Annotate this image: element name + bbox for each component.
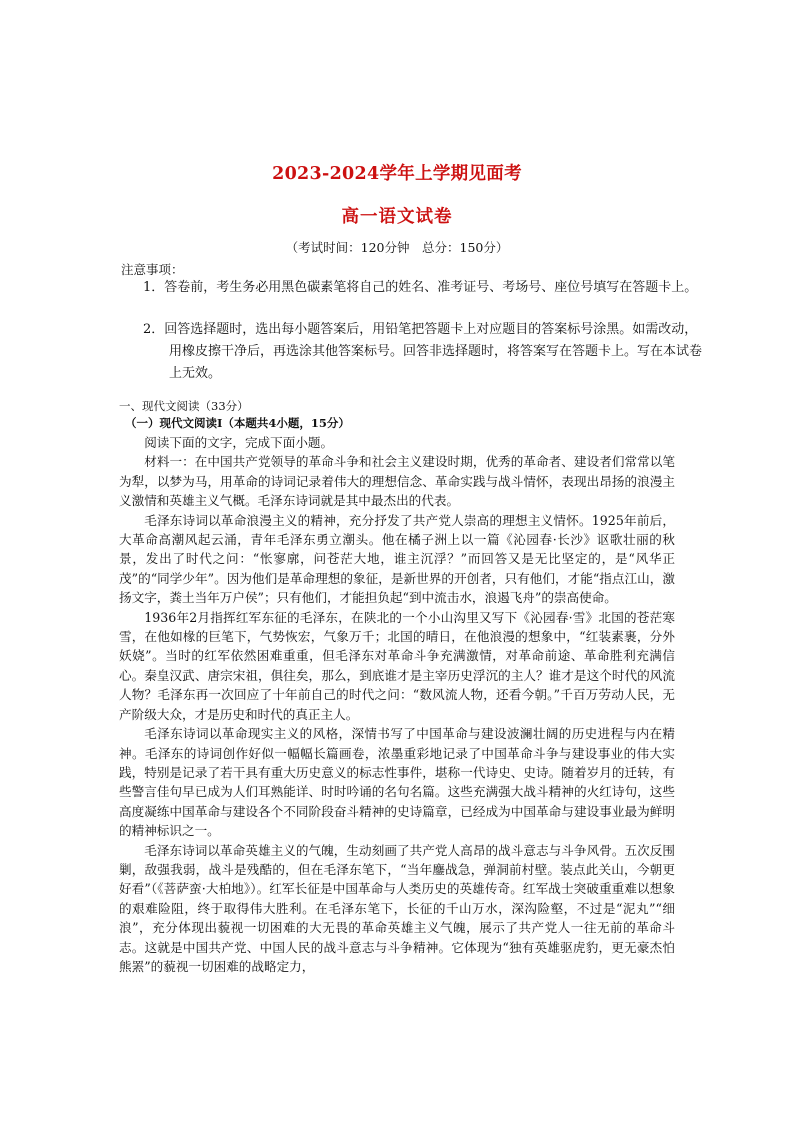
exam-subtitle: 高一语文试卷 [341, 207, 453, 227]
passage-paragraph: 毛泽东诗词以革命现实主义的风格，深情书写了中国革命与建设波澜壮阔的历史进程与内在精神。毛泽东的诗词创作好似一幅幅长篇画卷，浓墨重彩地记录了中国革命斗争与建设事业的伟大实践，特别是记录了若干具有重大历史意义的标志性事件，堪称一代诗史、史诗。随着岁月的迁转，有些警言佳句早已成为人们耳熟能详、时时吟诵的名句名篇。这些充满强大战斗精神的火红诗句，这些高度凝练中国革命与建设各个不同阶段奋斗精神的史诗篇章，已经成为中国革命与建设事业最为鲜明的精神标识之一。 [119, 726, 675, 839]
notice-item-2: 2．回答选择题时，选出每小题答案后，用铅笔把答题卡上对应题目的答案标号涂黑。如需改动，用橡皮擦干净后，再选涂其他答案标号。回答非选择题时，将答案写在答题卡上。写在本试卷上无效。 [143, 322, 703, 381]
notice-heading: 注意事项： [121, 262, 184, 277]
passage-instruction: 阅读下面的文字，完成下面小题。 [144, 435, 334, 450]
passage-paragraph: 毛泽东诗词以革命浪漫主义的精神，充分抒发了共产党人崇高的理想主义情怀。1925年前后，大革命高潮风起云涌，青年毛泽东勇立潮头。他在橘子洲上以一篇《沁园春·长沙》讴歌壮丽的秋景，发出了时代之问：“怅寥廓，问苍茫大地，谁主沉浮？”而回答又是无比坚定的，是“风华正茂”的“同学少年”。因为他们是革命理想的象征，是新世界的开创者，只有他们，才能“指点江山，激扬文字，粪土当年万户侯”；只有他们，才能担负起“到中流击水，浪遏飞舟”的崇高使命。 [119, 512, 675, 606]
part-heading: （一）现代文阅读Ⅰ（本题共4小题，15分） [125, 416, 350, 430]
section-heading: 一、现代文阅读（33分） [119, 399, 249, 413]
reading-passage [119, 433, 675, 976]
notice-item-1: 1．答卷前，考生务必用黑色碳素笔将自己的姓名、准考证号、考场号、座位号填写在答题卡上。 [143, 280, 698, 295]
exam-title: 2023-2024学年上学期见面考 [272, 164, 522, 184]
exam-info: （考试时间：120分钟 总分：150分） [285, 240, 509, 255]
passage-paragraph: 毛泽东诗词以革命英雄主义的气魄，生动刻画了共产党人高昂的战斗意志与斗争风骨。五次反围剿，敌强我弱，战斗是残酷的，但在毛泽东笔下，“当年鏖战急，弹洞前村壁。装点此关山，今朝更好看”（《菩萨蛮·大柏地》）。红军长征是中国革命与人类历史的英雄传奇。红军战士突破重重难以想象的艰难险阻，终于取得伟大胜利。在毛泽东笔下，长征的千山万水，深沟险壑，不过是“泥丸”“细浪”，充分体现出藐视一切困难的大无畏的革命英雄主义气魄，展示了共产党人一往无前的革命斗志。这就是中国共产党、中国人民的战斗意志与斗争精神。它体现为“独有英雄驱虎豹，更无豪杰怕熊罴”的藐视一切困难的战略定力， [119, 842, 675, 974]
passage-paragraph: 材料一：在中国共产党领导的革命斗争和社会主义建设时期，优秀的革命者、建设者们常常以笔为犁，以梦为马，用革命的诗词记录着伟大的理想信念、革命实践与战斗情怀，表现出昂扬的浪漫主义激情和英雄主义气概。毛泽东诗词就是其中最杰出的代表。 [119, 454, 675, 509]
passage-paragraph: 1936年2月指挥红军东征的毛泽东，在陕北的一个小山沟里又写下《沁园春·雪》北国的苍茫寒雪，在他如椽的巨笔下，气势恢宏，气象万千；北国的晴日，在他浪漫的想象中，“红装素裹，分外妖娆”。当时的红军依然困难重重，但毛泽东对革命斗争充满激情，对革命前途、革命胜利充满信心。秦皇汉武、唐宗宋祖，俱往矣，那么，到底谁才是主宰历史浮沉的主人？谁才是这个时代的风流人物？毛泽东再一次回应了十年前自己的时代之问：“数风流人物，还看今朝。”千百万劳动人民，无产阶级大众，才是历史和时代的真正主人。 [119, 609, 675, 722]
